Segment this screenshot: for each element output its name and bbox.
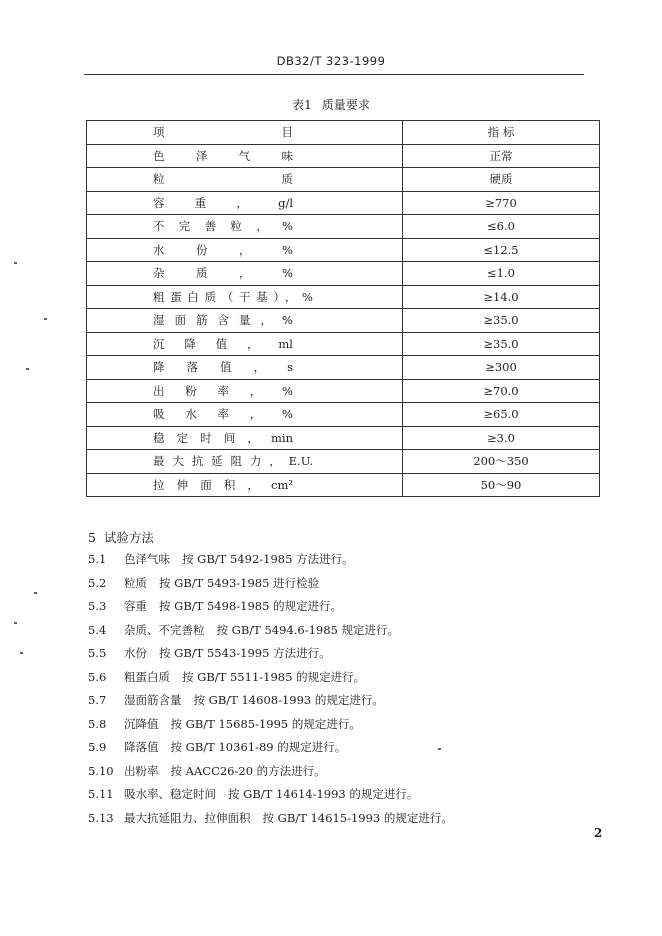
method-name: 沉降值 [124,716,159,731]
table-cell-value: 正常 [403,144,600,168]
method-text: 按 GB/T 5493-1985 进行检验 [159,575,320,590]
scan-speck [14,622,17,624]
table-cell-item: 拉伸面积，cm² [87,473,403,497]
method-text: 按 GB/T 5492-1985 方法进行。 [182,552,354,566]
method-item [88,786,418,802]
table-cell-item: 最大抗延阻力，E.U. [87,450,403,474]
table-cell-item: 出粉率，% [87,379,403,403]
page-number: 2 [594,826,603,840]
method-item [88,669,365,685]
table-cell-item: 粗蛋白质（干基），% [87,285,403,309]
table-cell-value: ≥35.0 [403,332,600,356]
table-header-value: 指 标 [403,121,600,145]
table-row [87,450,600,474]
table-row [87,332,600,356]
table-row [87,144,600,168]
section-title: 试验方法 [103,530,154,545]
table-row [87,285,600,309]
scan-speck [44,318,47,320]
method-number: 5.2 [88,575,107,590]
method-number: 5.5 [88,646,107,660]
method-number: 5.13 [88,810,114,825]
method-name: 湿面筋含量 [124,693,182,707]
table-cell-value: ≥35.0 [403,309,600,333]
table-caption-label: 表1 [292,98,312,112]
table-header-item: 项 目 [87,121,403,145]
table-row [87,262,600,286]
table-row [87,379,600,403]
method-number: 5.1 [88,552,107,566]
table-cell-value: ≥3.0 [403,426,600,450]
table-row [87,426,600,450]
method-item [88,739,346,755]
scan-speck [26,368,29,370]
method-name: 粗蛋白质 [124,669,170,684]
table-row [87,309,600,333]
method-item [88,575,319,591]
method-name: 杂质、不完善粒 [124,622,205,637]
method-name: 色泽气味 [124,552,170,566]
table-cell-item: 粒质 [87,168,403,192]
method-text: 按 GB/T 10361-89 的规定进行。 [170,740,347,754]
table-cell-value: ≥770 [403,191,600,215]
table-cell-item: 降落值，s [87,356,403,380]
method-item [88,716,361,732]
table-caption [0,96,662,113]
table-row [87,403,600,427]
method-text: 按 GB/T 5511-1985 的规定进行。 [182,669,366,684]
table-cell-item: 吸水率，% [87,403,403,427]
table-header-row [87,121,600,145]
scan-speck [438,748,441,750]
table-caption-title: 质量要求 [321,98,370,112]
table-cell-item: 湿面筋含量，% [87,309,403,333]
table-row [87,356,600,380]
method-name: 出粉率 [124,763,159,778]
method-number: 5.11 [88,787,114,801]
method-text: 按 GB/T 14615-1993 的规定进行。 [262,810,453,825]
table-cell-item: 稳定时间，min [87,426,403,450]
method-text: 按 GB/T 5494.6-1985 规定进行。 [216,622,400,637]
table-row [87,215,600,239]
table-cell-value: 硬质 [403,168,600,192]
method-text: 按 GB/T 15685-1995 的规定进行。 [170,716,361,731]
quality-requirements-table [86,120,600,497]
table-cell-value: ≤1.0 [403,262,600,286]
table-cell-value: ≥65.0 [403,403,600,427]
method-number: 5.9 [88,740,107,754]
table-cell-value: 50～90 [403,473,600,497]
table-cell-value: ≤6.0 [403,215,600,239]
method-number: 5.8 [88,716,107,731]
table-cell-item: 杂质，% [87,262,403,286]
scan-speck [34,592,37,594]
scan-speck [20,652,23,654]
table-row [87,191,600,215]
table-cell-value: ≥14.0 [403,285,600,309]
table-cell-item: 色泽气味 [87,144,403,168]
header-rule [84,74,584,75]
table-cell-value: ≥70.0 [403,379,600,403]
method-name: 容重 [124,599,147,613]
method-name: 最大抗延阻力、拉伸面积 [124,810,251,825]
table-row [87,168,600,192]
method-item [88,692,384,708]
method-name: 水份 [124,646,147,660]
method-number: 5.10 [88,763,114,778]
method-number: 5.3 [88,599,107,613]
table-cell-value: ≥300 [403,356,600,380]
scan-speck [14,262,17,264]
method-item [88,551,354,567]
method-item [88,763,326,779]
method-number: 5.6 [88,669,107,684]
method-item [88,810,453,826]
method-text: 按 AACC26-20 的方法进行。 [170,763,326,778]
method-name: 降落值 [124,740,159,754]
table-row [87,238,600,262]
table-cell-item: 容重，g/l [87,191,403,215]
table-cell-value: ≤12.5 [403,238,600,262]
section-number: 5 [88,530,96,545]
method-item [88,645,331,661]
method-text: 按 GB/T 5498-1985 的规定进行。 [159,599,343,613]
method-text: 按 GB/T 14608-1993 的规定进行。 [193,693,384,707]
table-cell-item: 水份，% [87,238,403,262]
method-item [88,622,399,638]
method-text: 按 GB/T 14614-1993 的规定进行。 [228,787,419,801]
section-heading [88,528,154,546]
method-name: 吸水率、稳定时间 [124,787,216,801]
table-cell-value: 200～350 [403,450,600,474]
method-text: 按 GB/T 5543-1995 方法进行。 [159,646,331,660]
method-number: 5.4 [88,622,107,637]
table-cell-item: 不完善粒，% [87,215,403,239]
method-name: 粒质 [124,575,147,590]
table-cell-item: 沉降值，ml [87,332,403,356]
method-item [88,598,342,614]
table-row [87,473,600,497]
document-code: DB32/T 323-1999 [276,54,386,68]
method-number: 5.7 [88,693,107,707]
